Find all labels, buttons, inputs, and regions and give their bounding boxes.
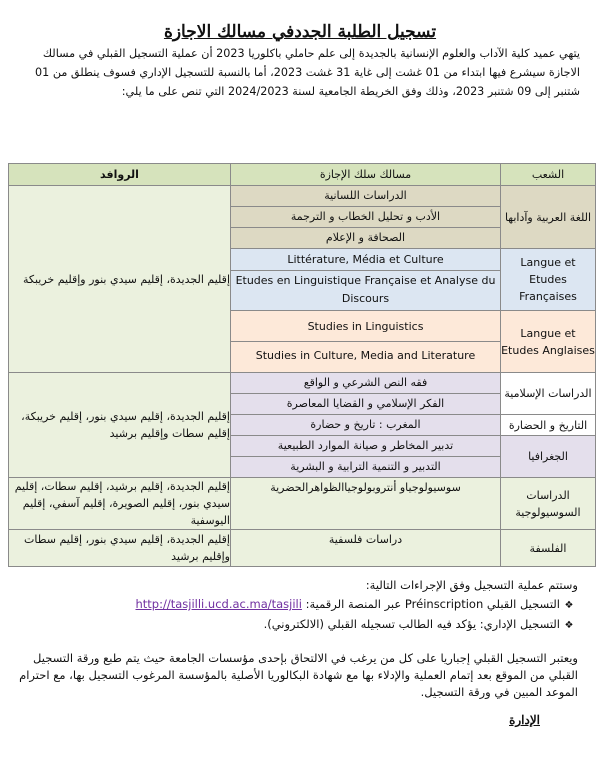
- page-title: تسجيل الطلبة الجددفي مسالك الاجازة: [163, 22, 437, 42]
- registration-link[interactable]: http://tasjilli.ucd.ac.ma/tasjili: [135, 597, 302, 611]
- track-cell: [231, 249, 501, 311]
- table-row: [9, 373, 596, 415]
- header-region: الروافد: [9, 164, 231, 186]
- track-item: Littérature, Média et Culture: [231, 250, 500, 271]
- procedure-intro: وستتم عملية التسجيل وفق الإجراءات التالية:: [365, 578, 578, 592]
- branch-cell: Langue et Etudes Françaises: [501, 249, 596, 311]
- track-item: الأدب و تحليل الخطاب و الترجمة: [231, 207, 500, 228]
- branch-cell: الفلسفة: [501, 530, 596, 567]
- table-header-row: [9, 164, 596, 186]
- branch-cell: التاريخ و الحضارة: [501, 415, 596, 436]
- diamond-bullet-icon: ❖: [564, 620, 574, 631]
- track-item: Etudes en Linguistique Française et Analyse du Discours: [235, 274, 496, 305]
- track-cell: [231, 478, 501, 530]
- header-branch: الشعب: [501, 164, 596, 186]
- track-item: دراسات فلسفية: [328, 533, 403, 546]
- table-row: [9, 478, 596, 530]
- region-cell: إقليم الجديدة، إقليم برشيد، إقليم سطات، إقليم سيدي بنور، إقليم الصويرة، إقليم آسفي، إقليم اليوسفية: [9, 478, 231, 530]
- track-item: تدبير المخاطر و صيانة الموارد الطبيعية: [231, 436, 500, 457]
- track-item: فقه النص الشرعي و الواقع: [231, 373, 500, 394]
- procedure-item-text: التسجيل الإداري: يؤكد فيه الطالب تسجيله القبلي (الالكتروني).: [263, 617, 560, 631]
- header-track: مسالك سلك الإجازة: [231, 164, 501, 186]
- program-table: [8, 163, 596, 567]
- procedure-item: [18, 595, 578, 615]
- track-item: المغرب : تاريخ و حضارة: [310, 418, 421, 431]
- procedure-section: [18, 576, 578, 635]
- track-cell: [231, 415, 501, 436]
- branch-cell: Langue et Etudes Anglaises: [501, 311, 596, 373]
- region-cell: إقليم الجديدة، إقليم سيدي بنور، إقليم سطات وإقليم برشيد: [9, 530, 231, 567]
- table-row: [9, 186, 596, 249]
- track-item: Studies in Linguistics: [231, 313, 500, 342]
- track-item: التدبير و التنمية الترابية و البشرية: [290, 460, 441, 473]
- track-item: الفكر الإسلامي و القضايا المعاصرة: [286, 397, 445, 410]
- branch-cell: الدراسات الإسلامية: [501, 373, 596, 415]
- track-item: الدراسات اللسانية: [231, 186, 500, 207]
- track-cell: [231, 186, 501, 249]
- region-cell: إقليم الجديدة، إقليم سيدي بنور، إقليم خريبكة، إقليم سطات وإقليم برشيد: [9, 373, 231, 478]
- intro-paragraph: يتهي عميد كلية الآداب والعلوم الإنسانية بالجديدة إلى علم حاملي باكلوريا 2023 أن عملية التسجيل القبلي في مسالك الاجازة سيشرع فيها ابتداء من 01 غشت إلى غاية 31 غشت 2023، أما بالنسبة للتسجيل الإداري فسوف ينطلق من 01 شتنبر إلى 09 شتنبر 2023، وذلك وفق الخريطة الجامعية لسنة 2024/2023 التي تنص على ما يلي:: [35, 47, 580, 98]
- diamond-bullet-icon: ❖: [564, 600, 574, 611]
- branch-cell: الدراسات السوسيولوجية: [501, 478, 596, 530]
- branch-cell: الجغرافيا: [501, 436, 596, 478]
- track-item: الصحافة و الإعلام: [325, 231, 406, 244]
- track-cell: [231, 530, 501, 567]
- track-item: سوسيولوجياو أنتروبولوجياالظواهرالحضرية: [270, 481, 461, 494]
- region-cell: إقليم الجديدة، إقليم سيدي بنور وإقليم خريبكة: [9, 186, 231, 373]
- track-cell: [231, 373, 501, 415]
- branch-cell: اللغة العربية وآدابها: [501, 186, 596, 249]
- track-cell: [231, 436, 501, 478]
- track-cell: [231, 311, 501, 373]
- procedure-item-text: التسجيل القبلي Préinscription عبر المنصة الرقمية:: [305, 597, 560, 611]
- procedure-item: [18, 615, 578, 635]
- track-item: Studies in Culture, Media and Literature: [255, 349, 476, 362]
- table-row: [9, 530, 596, 567]
- signature: الإدارة: [509, 713, 540, 727]
- closing-paragraph: ويعتبر التسجيل القبلي إجباريا على كل من يرغب في الالتحاق بإحدى مؤسسات الجامعة حيث يتم طبع ورقة التسجيل القبلي من الموقع بعد إتمام العملية والإدلاء بها مع شهادة البكالوريا الأصلية بالمؤسسة المرغوب التسجيل بها، مع احترام الموعد المبين في ورقة التسجيل.: [19, 651, 578, 699]
